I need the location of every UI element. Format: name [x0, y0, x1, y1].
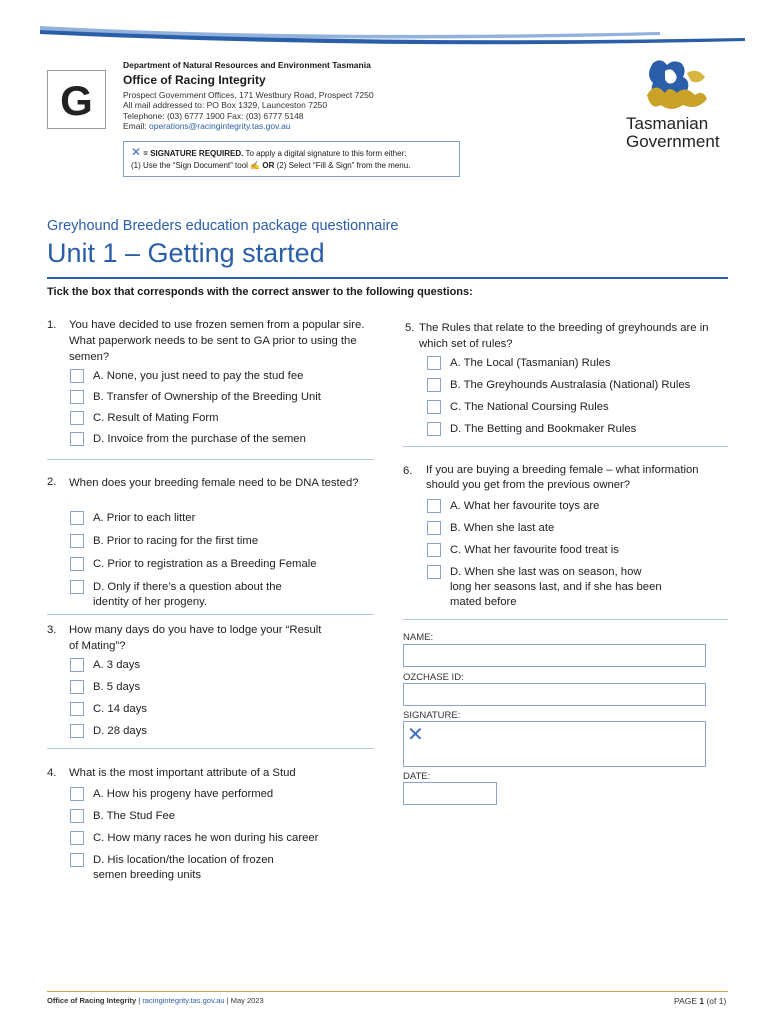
question-number: 1.: [47, 319, 57, 331]
answer-option: A. None, you just need to pay the stud fee: [93, 370, 304, 382]
answer-checkbox[interactable]: [427, 356, 441, 370]
answer-option: B. Prior to racing for the first time: [93, 535, 259, 547]
section-divider: [47, 614, 374, 615]
answer-option: B. 5 days: [93, 681, 141, 693]
question-text: When does your breeding female need to be DNA tested?: [69, 477, 359, 489]
answer-checkbox[interactable]: [70, 511, 84, 525]
answer-option: C. Prior to registration as a Breeding Female: [93, 558, 317, 570]
section-divider: [47, 748, 374, 749]
question-number: 6.: [403, 465, 413, 477]
answer-option: C. 14 days: [93, 703, 148, 715]
ozchase-id-field[interactable]: [403, 683, 706, 706]
answer-option: D. The Betting and Bookmaker Rules: [450, 423, 637, 435]
name-field[interactable]: [403, 644, 706, 667]
section-divider: [403, 446, 728, 447]
footer-info: Office of Racing Integrity | racingintegrity.tas.gov.au | May 2023: [47, 996, 264, 1005]
office-address: [123, 90, 374, 131]
question-text: The Rules that relate to the breeding of greyhounds are in which set of rules?: [419, 322, 709, 350]
answer-option: D. Only if there’s a question about the identity of her progeny.: [93, 581, 282, 608]
answer-option: C. What her favourite food treat is: [450, 544, 619, 556]
page-title: Unit 1 – Getting started: [47, 238, 325, 268]
answer-option: A. 3 days: [93, 659, 141, 671]
email-link[interactable]: operations@racingintegrity.tas.gov.au: [148, 120, 291, 131]
answer-checkbox[interactable]: [427, 499, 441, 513]
answer-option: B. The Greyhounds Australasia (National) Rules: [450, 379, 691, 391]
answer-checkbox[interactable]: [70, 680, 84, 694]
answer-checkbox[interactable]: [70, 809, 84, 823]
answer-checkbox[interactable]: [70, 411, 84, 425]
answer-checkbox[interactable]: [427, 422, 441, 436]
name-label: NAME:: [403, 632, 434, 643]
date-field[interactable]: [403, 782, 497, 805]
page-number: PAGE 1 (of 1): [674, 996, 727, 1006]
date-label: DATE:: [403, 771, 431, 782]
answer-checkbox[interactable]: [70, 853, 84, 867]
question-text: What is the most important attribute of a Stud: [69, 767, 296, 779]
answer-option: D. Invoice from the purchase of the semen: [93, 433, 306, 445]
answer-checkbox[interactable]: [70, 432, 84, 446]
section-divider: [403, 619, 728, 620]
answer-checkbox[interactable]: [70, 580, 84, 594]
answer-option: B. The Stud Fee: [93, 810, 176, 822]
answer-checkbox[interactable]: [70, 724, 84, 738]
answer-checkbox[interactable]: [427, 400, 441, 414]
answer-option: C. The National Coursing Rules: [450, 401, 609, 413]
answer-option: D. 28 days: [93, 725, 148, 737]
signature-notice: ✕ = SIGNATURE REQUIRED. To apply a digital signature to this form either: (1) Use the “Sign Document” tool ✍ OR (2) Select “Fill & Sign” from the menu.: [123, 141, 460, 177]
question-number: 3.: [47, 624, 57, 636]
signature-field[interactable]: [403, 721, 706, 767]
answer-option: A. The Local (Tasmanian) Rules: [450, 357, 611, 369]
question-number: 5.: [405, 322, 415, 334]
document-subtitle: Greyhound Breeders education package questionnaire: [47, 218, 399, 234]
answer-checkbox[interactable]: [70, 557, 84, 571]
answer-option: A. What her favourite toys are: [450, 500, 600, 512]
office-name: Office of Racing Integrity: [123, 73, 266, 87]
question-text: If you are buying a breeding female – what information should you get from the previous owner?: [426, 464, 699, 491]
address-line: All mail addressed to: PO Box 1329, Launceston 7250: [123, 100, 328, 111]
question-number: 2.: [47, 476, 57, 488]
website-link[interactable]: racingintegrity.tas.gov.au: [142, 996, 225, 1005]
answer-option: B. When she last ate: [450, 522, 555, 534]
answer-option: B. Transfer of Ownership of the Breeding Unit: [93, 391, 321, 403]
signature-label: SIGNATURE:: [403, 710, 461, 721]
answer-option: D. When she last was on season, how long her seasons last, and if she has been mated before: [450, 566, 662, 608]
ozchase-id-label: OZCHASE ID:: [403, 672, 464, 683]
signature-x-icon: ✕: [407, 724, 424, 746]
answer-checkbox[interactable]: [70, 390, 84, 404]
logo-wordmark: Tasmanian Government: [626, 114, 720, 151]
address-line: Prospect Government Offices, 171 Westbury Road, Prospect 7250: [123, 90, 374, 100]
answer-checkbox[interactable]: [70, 534, 84, 548]
answer-checkbox[interactable]: [427, 521, 441, 535]
answer-checkbox[interactable]: [427, 565, 441, 579]
form-letter-badge: G: [47, 70, 106, 129]
question-text: How many days do you have to lodge your “Result of Mating”?: [69, 624, 322, 652]
answer-option: A. How his progeny have performed: [93, 788, 274, 800]
footer-divider: [47, 991, 728, 992]
header-swoosh: [0, 0, 770, 50]
email-line: Email: operations@racingintegrity.tas.gov.au: [123, 120, 291, 131]
answer-checkbox[interactable]: [70, 369, 84, 383]
answer-checkbox[interactable]: [70, 658, 84, 672]
answer-option: D. His location/the location of frozen semen breeding units: [93, 854, 274, 881]
answer-checkbox[interactable]: [70, 831, 84, 845]
answer-checkbox[interactable]: [427, 378, 441, 392]
section-divider: [47, 459, 374, 460]
question-text: You have decided to use frozen semen from a popular sire. What paperwork needs to be sent to GA prior to using the semen?: [69, 319, 365, 363]
answer-option: C. Result of Mating Form: [93, 412, 219, 424]
answer-option: C. How many races he won during his career: [93, 832, 319, 844]
signature-x-icon: ✕: [131, 145, 142, 159]
address-line: Telephone: (03) 6777 1900 Fax: (03) 6777 5148: [123, 110, 304, 121]
title-divider: [47, 277, 728, 279]
question-number: 4.: [47, 767, 57, 779]
department-name: Department of Natural Resources and Environment Tasmania: [123, 60, 371, 70]
instructions: Tick the box that corresponds with the correct answer to the following questions:: [47, 286, 473, 298]
sign-tool-icon: ✍: [250, 161, 261, 170]
answer-option: A. Prior to each litter: [93, 512, 196, 524]
answer-checkbox[interactable]: [70, 702, 84, 716]
answer-checkbox[interactable]: [70, 787, 84, 801]
answer-checkbox[interactable]: [427, 543, 441, 557]
